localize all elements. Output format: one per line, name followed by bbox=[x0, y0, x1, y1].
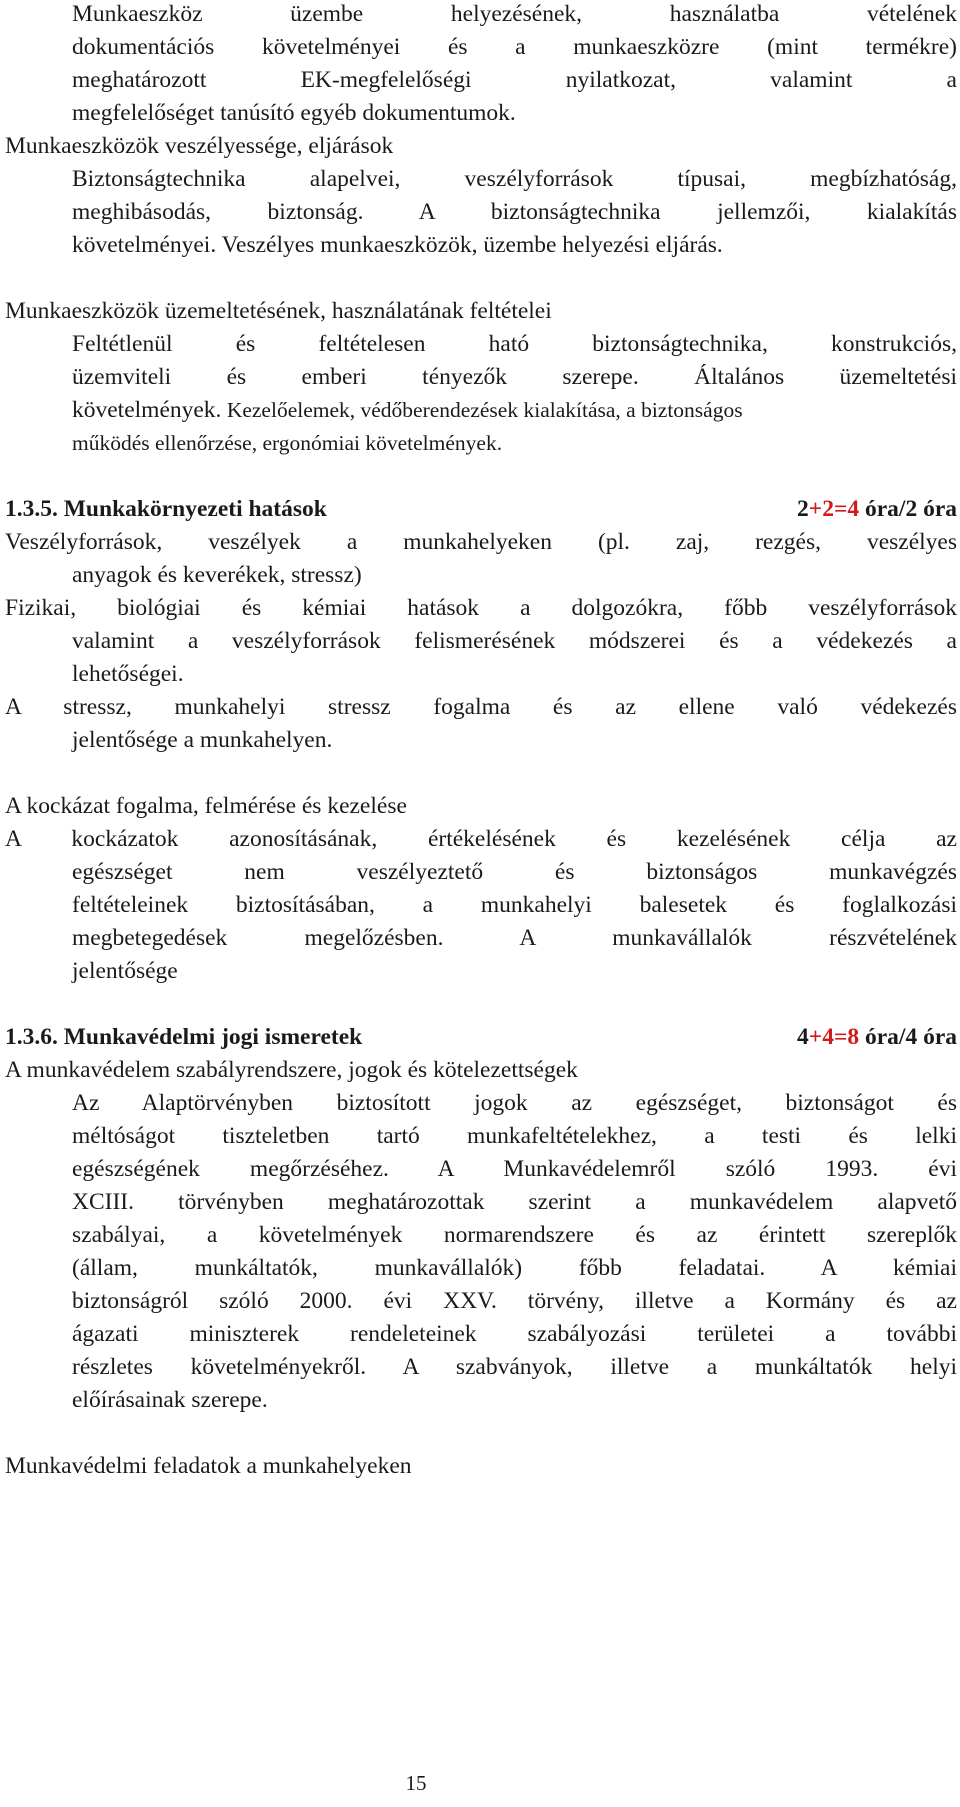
text-line: lehetőségei. bbox=[72, 661, 184, 687]
section-title bbox=[5, 1023, 362, 1051]
text-line: Fizikai, biológiai és kémiai hatások a dolgozókra, főbb veszélyforrások bbox=[5, 595, 957, 621]
section-name: Munkavédelmi jogi ismeretek bbox=[63, 1024, 363, 1050]
text-line: meghibásodás, biztonság. A biztonságtechnika jellemzői, kialakítás bbox=[72, 199, 957, 225]
section-number: 1.3.5. bbox=[5, 496, 58, 522]
text-line: A kockázatok azonosításának, értékelésének és kezelésének célja az bbox=[5, 826, 957, 852]
section-number: 1.3.6. bbox=[5, 1024, 58, 1050]
text-line: (állam, munkáltatók, munkavállalók) főbb feladatai. A kémiai bbox=[72, 1255, 957, 1281]
topic-title: Munkavédelmi feladatok a munkahelyeken bbox=[5, 1453, 412, 1479]
hours-b: 2 bbox=[822, 496, 834, 522]
text-line: működés ellenőrzése, ergonómiai követelmények. bbox=[72, 431, 503, 455]
text-line: jelentősége bbox=[72, 958, 178, 984]
equals-sign: = bbox=[833, 496, 848, 522]
text-line: Feltétlenül és feltételesen ható biztonságtechnika, konstrukciós, bbox=[72, 331, 957, 357]
text-line: biztonságról szóló 2000. évi XXV. törvény, illetve a Kormány és az bbox=[72, 1288, 957, 1314]
text-line: előírásainak szerepe. bbox=[72, 1387, 268, 1413]
text-line: megbetegedések megelőzésben. A munkavállalók részvételének bbox=[72, 925, 957, 951]
text-line: ágazati miniszterek rendeleteinek szabályozási területei a további bbox=[72, 1321, 957, 1347]
plus-sign: + bbox=[808, 496, 823, 522]
section-hours bbox=[797, 1023, 957, 1051]
text-line: A stressz, munkahelyi stressz fogalma és az ellene való védekezés bbox=[5, 694, 957, 720]
text-line: XCIII. törvényben meghatározottak szerint a munkavédelem alapvető bbox=[72, 1189, 957, 1215]
topic-title: Munkaeszközök üzemeltetésének, használatának feltételei bbox=[5, 298, 552, 324]
text-line: valamint a veszélyforrások felismerésének módszerei és a védekezés a bbox=[72, 628, 957, 654]
topic-title: A kockázat fogalma, felmérése és kezelése bbox=[5, 793, 407, 819]
hours-b: 4 bbox=[822, 1024, 834, 1050]
text-segment: követelmények. bbox=[72, 397, 222, 423]
text-line: méltóságot tiszteletben tartó munkafeltételekhez, a testi és lelki bbox=[72, 1123, 957, 1149]
text-line: dokumentációs követelményei és a munkaeszközre (mint termékre) bbox=[72, 34, 957, 60]
text-line: Munkaeszköz üzembe helyezésének, használatba vételének bbox=[72, 1, 957, 27]
text-line: feltételeinek biztosításában, a munkahelyi balesetek és foglalkozási bbox=[72, 892, 957, 918]
section-name: Munkakörnyezeti hatások bbox=[63, 496, 327, 522]
text-line: Veszélyforrások, veszélyek a munkahelyeken (pl. zaj, rezgés, veszélyes bbox=[5, 529, 957, 555]
topic-title: A munkavédelem szabályrendszere, jogok és kötelezettségek bbox=[5, 1057, 578, 1083]
hours-suffix: óra/4 óra bbox=[864, 1024, 957, 1050]
section-hours bbox=[797, 495, 957, 523]
section-title bbox=[5, 495, 327, 523]
text-line: anyagok és keverékek, stressz) bbox=[72, 562, 362, 588]
text-line bbox=[72, 396, 957, 424]
text-line: Biztonságtechnika alapelvei, veszélyforrások típusai, megbízhatóság, bbox=[72, 166, 957, 192]
text-line: részletes követelményekről. A szabványok, illetve a munkáltatók helyi bbox=[72, 1354, 957, 1380]
plus-sign: + bbox=[808, 1024, 823, 1050]
equals-sign: = bbox=[833, 1024, 848, 1050]
text-line: meghatározott EK-megfelelőségi nyilatkozat, valamint a bbox=[72, 67, 957, 93]
text-line: követelményei. Veszélyes munkaeszközök, üzembe helyezési eljárás. bbox=[72, 232, 723, 258]
hours-suffix: óra/2 óra bbox=[864, 496, 957, 522]
hours-total: 4 bbox=[847, 496, 860, 522]
text-line: jelentősége a munkahelyen. bbox=[72, 727, 333, 753]
text-line: szabályai, a követelmények normarendszere és az érintett szereplők bbox=[72, 1222, 957, 1248]
page-number: 15 bbox=[405, 1771, 427, 1795]
text-line: Az Alaptörvényben biztosított jogok az egészséget, biztonságot és bbox=[72, 1090, 957, 1116]
text-line: megfelelőséget tanúsító egyéb dokumentumok. bbox=[72, 100, 516, 126]
hours-a: 4 bbox=[797, 1024, 809, 1050]
text-segment: Kezelőelemek, védőberendezések kialakítása, a biztonságos bbox=[221, 398, 743, 422]
hours-a: 2 bbox=[797, 496, 809, 522]
topic-title: Munkaeszközök veszélyessége, eljárások bbox=[5, 133, 394, 159]
text-line: egészségének megőrzéséhez. A Munkavédelemről szóló 1993. évi bbox=[72, 1156, 957, 1182]
text-line: egészséget nem veszélyeztető és biztonságos munkavégzés bbox=[72, 859, 957, 885]
text-line: üzemviteli és emberi tényezők szerepe. Általános üzemeltetési bbox=[72, 364, 957, 390]
hours-total: 8 bbox=[847, 1024, 860, 1050]
